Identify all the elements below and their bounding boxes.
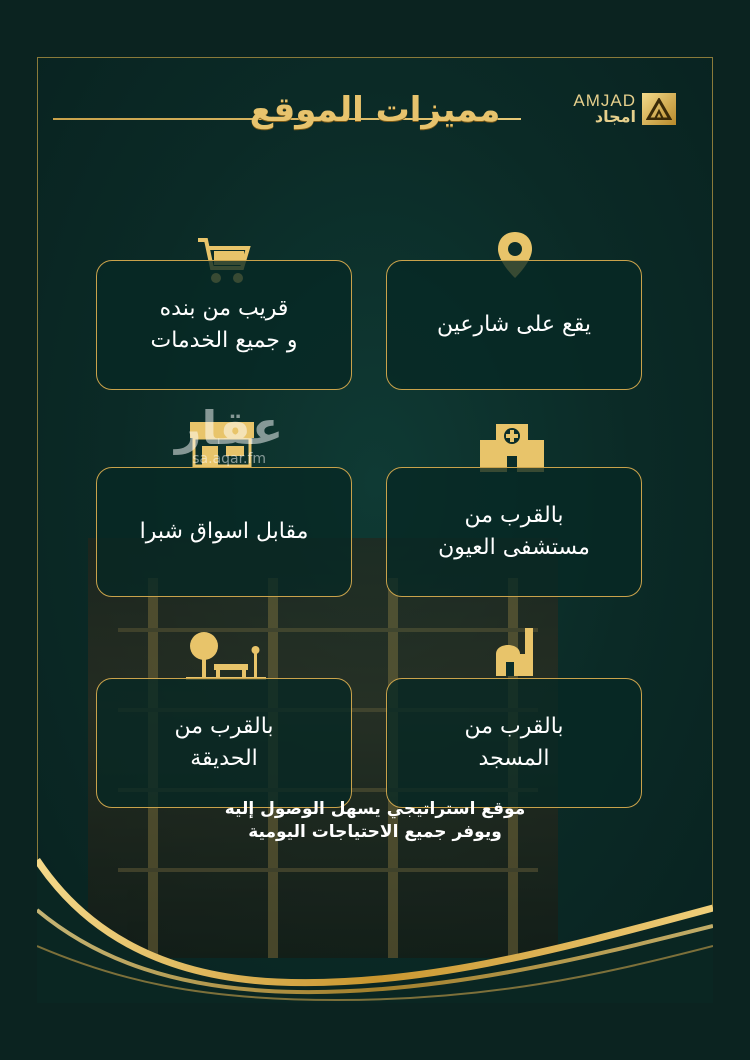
feature-card-opposite-shubra (96, 467, 352, 597)
watermark-ar: عقار (175, 401, 284, 455)
feature-card-near-panda (96, 260, 352, 390)
park-icon (186, 630, 266, 684)
feature-text: يقع على شارعين (437, 312, 591, 338)
feature-card-near-park (96, 678, 352, 808)
feature-text: قريب من بنده و جميع الخدمات (150, 296, 298, 353)
aqar-watermark (175, 401, 284, 467)
mosque-icon (492, 624, 538, 682)
feature-text: بالقرب من المسجد (464, 714, 564, 771)
feature-text: بالقرب من مستشفى العيون (438, 503, 590, 560)
tagline-line-1: موقع استراتيجي يسهل الوصول إليه (224, 799, 526, 819)
gold-wave-decoration (37, 850, 713, 1003)
logo-text-ar: امجاد (594, 107, 636, 126)
bottom-tagline (0, 798, 750, 844)
watermark-en: sa.aqar.fm (192, 451, 267, 467)
feature-text: بالقرب من الحديقة (174, 714, 274, 771)
feature-card-two-streets (386, 260, 642, 390)
logo-text-en: AMJAD (573, 91, 636, 110)
page-title: مميزات الموقع (249, 90, 501, 130)
feature-card-near-mosque (386, 678, 642, 808)
tagline-line-2: ويوفر جميع الاحتياجات اليومية (248, 821, 502, 842)
feature-card-near-eye-hospital (386, 467, 642, 597)
feature-text: مقابل اسواق شبرا (139, 519, 309, 545)
